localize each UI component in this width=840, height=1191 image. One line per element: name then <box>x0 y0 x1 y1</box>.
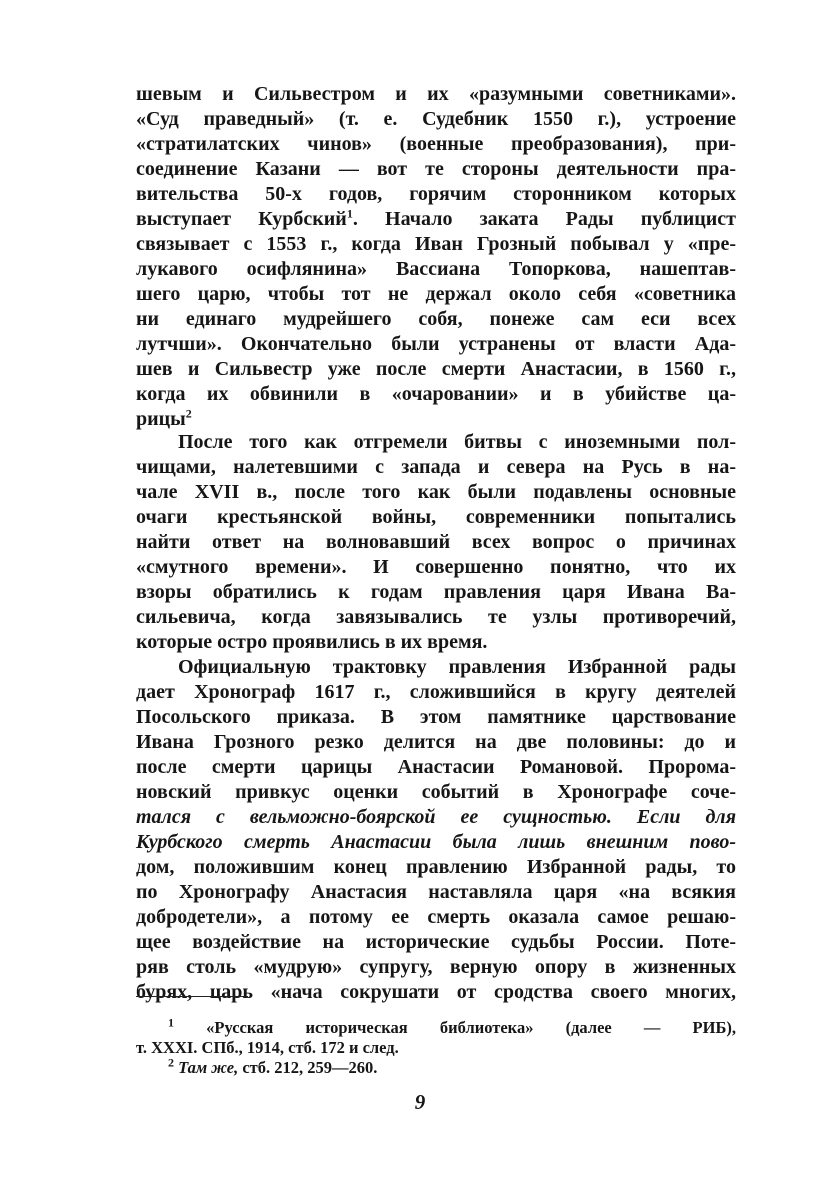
text-line: лутчши». Окончательно были устранены от власти Ада- <box>136 333 736 355</box>
page-number: 9 <box>414 1090 426 1114</box>
text-line: сильевича, когда завязывались те узлы противоречий, <box>136 606 736 628</box>
text-fragment: . Начало заката Рады публицист <box>352 208 736 230</box>
text-line: «смутного времени». И совершенно понятно, что их <box>136 556 736 578</box>
text-line: очаги крестьянской войны, современники попытались <box>136 506 736 528</box>
text-line <box>136 805 736 830</box>
text-line: щее воздействие на исторические судьбы России. Поте- <box>136 931 736 953</box>
text-line: дает Хронограф 1617 г., сложившийся в кругу деятелей <box>136 681 736 703</box>
text-line <box>136 830 736 855</box>
text-line: чищами, налетевшими с запада и севера на Русь в на- <box>136 456 736 478</box>
text-line: когда их обвинили в «очаровании» и в убийстве ца- <box>136 383 736 405</box>
footnote-mark: 1 <box>168 1015 174 1030</box>
footnote-mark: 2 <box>168 1055 174 1070</box>
text-line <box>136 207 736 232</box>
text-line: «Суд праведный» (т. е. Судебник 1550 г.), устроение <box>136 108 736 130</box>
text-line: ряв столь «мудрую» супругу, верную опору в жизненных <box>136 956 736 978</box>
text-fragment: рицы <box>136 408 186 430</box>
text-line: по Хронографу Анастасия наставляла царя «на всякия <box>136 881 736 903</box>
footnote-text: «Русская историческая библиотека» (далее — РИБ), <box>206 1018 736 1037</box>
text-fragment: выступает Курбский <box>136 208 347 230</box>
text-line: «стратилатских чинов» (военные преобразования), при- <box>136 133 736 155</box>
footnote-2 <box>168 1055 736 1078</box>
text-line: Ивана Грозного резко делится на две половины: до и <box>136 731 736 753</box>
text-line: новский привкус оценки событий в Хронографе соче- <box>136 781 736 803</box>
text-line: после смерти царицы Анастасии Романовой. Пророма- <box>136 756 736 778</box>
footnote-text: Там же, <box>178 1058 239 1077</box>
footnote-divider <box>136 996 248 997</box>
text-line: шевым и Сильвестром и их «разумными советниками». <box>136 83 736 105</box>
footnote-ref: 1 <box>346 206 353 221</box>
footnote-1 <box>168 1015 736 1038</box>
text-line: соединение Казани — вот те стороны деятельности пра- <box>136 158 736 180</box>
text-line: чале XVII в., после того как были подавлены основные <box>136 481 736 503</box>
text-line: ни единаго мудрейшего собя, понеже сам еси всех <box>136 308 736 330</box>
text-line: связывает с 1553 г., когда Иван Грозный побывал у «пре- <box>136 233 736 255</box>
text-fragment: тался с вельможно-боярской ее сущностью. <box>136 806 612 828</box>
text-line: которые остро проявились в их время. <box>136 631 488 653</box>
text-line: бурях, царь «нача сокрушати от сродства своего многих, <box>136 981 736 1003</box>
text-line: взоры обратились к годам правления царя Ивана Ва- <box>136 581 736 603</box>
text-line: шего царю, чтобы тот не держал около себя «советника <box>136 283 736 305</box>
text-line <box>136 407 736 432</box>
footnote-1-cont: т. XXXI. СПб., 1914, стб. 172 и след. <box>136 1038 399 1057</box>
footnote-text: стб. 212, 259—260. <box>238 1058 378 1077</box>
footnote-ref: 2 <box>185 406 192 421</box>
text-line: дом, положившим конец правлению Избранной рады, то <box>136 856 736 878</box>
text-line: После того как отгремели битвы с иноземными пол- <box>178 431 736 453</box>
text-line: добродетели», а потому ее смерть оказала самое решаю- <box>136 906 736 928</box>
text-line: найти ответ на волновавший всех вопрос о причинах <box>136 531 736 553</box>
text-line: Официальную трактовку правления Избранной рады <box>178 656 736 678</box>
text-line: Посольского приказа. В этом памятнике царствование <box>136 706 736 728</box>
text-line: лукавого осифлянина» Вассиана Топоркова, нашептав- <box>136 258 736 280</box>
text-line: шев и Сильвестр уже после смерти Анастасии, в 1560 г., <box>136 358 736 380</box>
text-fragment: Курбского смерть Анастасии была лишь внешним пово- <box>136 831 736 853</box>
text-fragment: Если для <box>636 806 736 828</box>
text-line: вительства 50-х годов, горячим сторонником которых <box>136 183 736 205</box>
